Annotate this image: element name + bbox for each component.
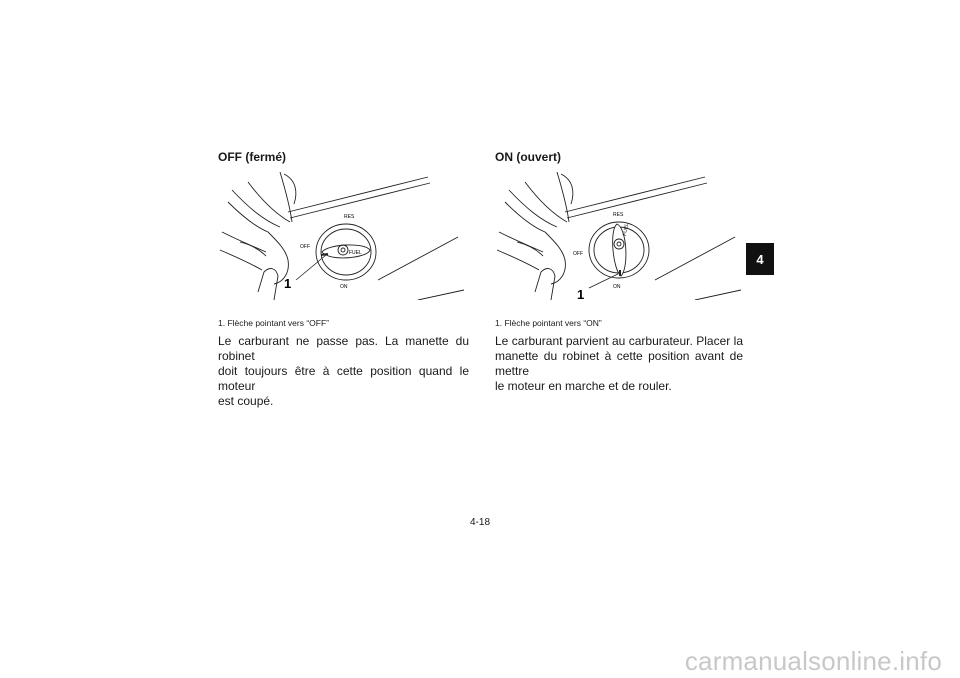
right-figure-fuel-cock-on bbox=[495, 172, 743, 300]
left-body-text bbox=[218, 334, 469, 409]
off-label: OFF bbox=[300, 244, 310, 250]
left-figure-fuel-cock-off bbox=[218, 172, 466, 300]
right-body-text bbox=[495, 334, 743, 394]
callout-number: 1 bbox=[577, 287, 585, 300]
page-number: 4-18 bbox=[469, 517, 490, 528]
chapter-tab: 4 bbox=[746, 243, 774, 275]
body-line: doit toujours être à cette position quand le moteur bbox=[218, 364, 469, 393]
fuel-knob-label: FUEL bbox=[622, 222, 631, 237]
on-label: ON bbox=[613, 284, 621, 290]
fuel-cock-off-illustration bbox=[218, 172, 466, 300]
fuel-cock-on-illustration bbox=[495, 172, 743, 300]
body-line: manette du robinet à cette position avant de mettre bbox=[495, 349, 743, 378]
right-figure-caption: 1. Flèche pointant vers “ON” bbox=[495, 318, 602, 328]
callout-number: 1 bbox=[284, 276, 292, 291]
on-label: ON bbox=[340, 284, 348, 290]
watermark: carmanualsonline.info bbox=[684, 646, 942, 676]
left-figure-caption: 1. Flèche pointant vers “OFF” bbox=[218, 318, 330, 328]
body-line: Le carburant ne passe pas. La manette du robinet bbox=[218, 334, 469, 363]
body-line: est coupé. bbox=[218, 394, 274, 408]
right-heading: ON (ouvert) bbox=[495, 150, 561, 164]
res-label: RES bbox=[344, 214, 355, 220]
left-heading: OFF (fermé) bbox=[218, 150, 287, 164]
body-line: le moteur en marche et de rouler. bbox=[495, 379, 672, 393]
body-line: Le carburant parvient au carburateur. Placer la bbox=[495, 334, 743, 348]
off-label: OFF bbox=[573, 251, 583, 257]
fuel-knob-label: FUEL bbox=[349, 250, 362, 256]
res-label: RES bbox=[613, 212, 624, 218]
